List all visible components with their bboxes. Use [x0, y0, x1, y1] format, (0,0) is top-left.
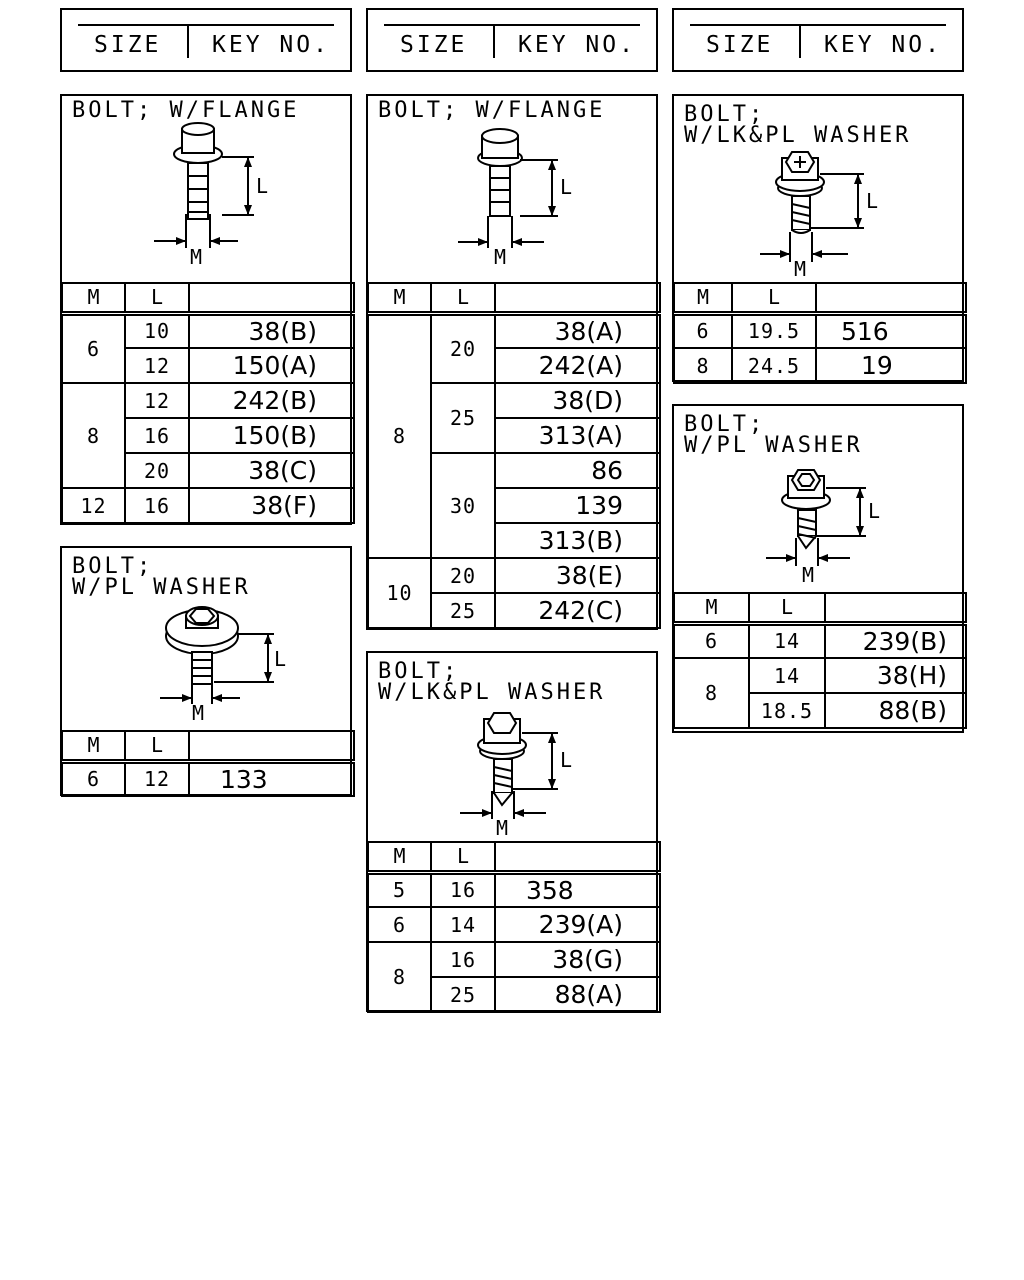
col-m-header: M — [674, 283, 732, 313]
l-cell: 12 — [125, 348, 189, 383]
key-cell: 313(A) — [495, 418, 660, 453]
panel-title: BOLT; W/LK&PL WASHER — [378, 659, 606, 705]
key-cell: 88(B) — [825, 693, 966, 728]
key-cell: 38(A) — [495, 313, 660, 348]
col-key-header — [825, 593, 966, 623]
col-m-header: M — [368, 283, 431, 313]
col-m-header: M — [62, 283, 125, 313]
l-cell: 24.5 — [732, 348, 816, 383]
key-cell: 88(A) — [495, 977, 660, 1012]
l-cell: 20 — [431, 313, 495, 383]
l-cell: 20 — [125, 453, 189, 488]
fig-m-label: M — [190, 245, 203, 269]
fig-l-label: L — [560, 175, 573, 199]
col-key-header — [816, 283, 966, 313]
fig-l-label: L — [274, 647, 287, 671]
l-cell: 19.5 — [732, 313, 816, 348]
pl-washer-bolt-figure — [674, 406, 962, 596]
panel-title: BOLT; W/FLANGE — [378, 98, 606, 123]
l-cell: 12 — [125, 761, 189, 796]
size-key-header-3 — [672, 8, 964, 72]
key-cell: 133 — [189, 761, 354, 796]
panel-title: BOLT; W/PL WASHER — [72, 554, 251, 600]
m-cell: 5 — [368, 872, 431, 907]
header-divider — [187, 26, 189, 58]
m-cell: 6 — [62, 313, 125, 383]
fig-m-label: M — [192, 701, 205, 725]
l-cell: 10 — [125, 313, 189, 348]
fig-m-label: M — [802, 563, 815, 587]
l-cell: 25 — [431, 977, 495, 1012]
col-l-header: L — [749, 593, 825, 623]
col-key-header — [189, 283, 354, 313]
key-cell: 242(C) — [495, 593, 660, 628]
l-cell: 20 — [431, 558, 495, 593]
l-cell: 12 — [125, 383, 189, 418]
header-rule — [78, 24, 334, 26]
m-cell: 6 — [62, 761, 125, 796]
header-rule — [384, 24, 640, 26]
key-cell: 19 — [816, 348, 966, 383]
fig-m-label: M — [494, 245, 507, 269]
key-cell: 38(C) — [189, 453, 354, 488]
m-cell: 12 — [62, 488, 125, 523]
l-cell: 16 — [125, 418, 189, 453]
m-cell: 6 — [368, 907, 431, 942]
size-label: SIZE — [94, 32, 162, 58]
panel-title: BOLT; W/LK&PL WASHER — [684, 102, 912, 148]
m-cell: 8 — [368, 942, 431, 1012]
l-cell: 14 — [431, 907, 495, 942]
key-cell: 358 — [495, 872, 660, 907]
size-table — [673, 282, 967, 384]
fig-m-label: M — [496, 816, 509, 840]
panel-bolt-pl-washer-1 — [60, 546, 352, 796]
col-l-header: L — [125, 283, 189, 313]
fig-l-label: L — [866, 189, 879, 213]
key-cell: 516 — [816, 313, 966, 348]
key-no-label: KEY NO. — [212, 32, 330, 58]
fig-l-label: L — [256, 174, 269, 198]
key-cell: 38(D) — [495, 383, 660, 418]
m-cell: 6 — [674, 623, 749, 658]
key-no-label: KEY NO. — [518, 32, 636, 58]
header-divider — [493, 26, 495, 58]
col-m-header: M — [674, 593, 749, 623]
panel-bolt-lk-pl-washer-1 — [366, 651, 658, 1012]
l-cell: 16 — [125, 488, 189, 523]
fig-l-label: L — [868, 499, 881, 523]
col-key-header — [189, 731, 354, 761]
m-cell: 6 — [674, 313, 732, 348]
key-cell: 38(B) — [189, 313, 354, 348]
l-cell: 25 — [431, 383, 495, 453]
pl-washer-bolt-figure — [62, 548, 350, 730]
panel-bolt-flange-2 — [366, 94, 658, 630]
m-cell: 8 — [368, 313, 431, 558]
size-table — [367, 282, 661, 629]
panel-title: BOLT; W/FLANGE — [72, 98, 300, 123]
key-cell: 239(A) — [495, 907, 660, 942]
key-cell: 242(A) — [495, 348, 660, 383]
l-cell: 16 — [431, 872, 495, 907]
flange-bolt-figure — [368, 96, 656, 282]
panel-bolt-flange-1 — [60, 94, 352, 525]
key-no-label: KEY NO. — [824, 32, 942, 58]
header-divider — [799, 26, 801, 58]
key-cell: 86 — [495, 453, 660, 488]
key-cell: 239(B) — [825, 623, 966, 658]
size-label: SIZE — [706, 32, 774, 58]
fig-m-label: M — [794, 257, 807, 281]
size-table — [673, 592, 967, 729]
flange-bolt-figure — [62, 96, 350, 282]
panel-bolt-lk-pl-washer-2 — [672, 94, 964, 382]
size-key-header-2 — [366, 8, 658, 72]
key-cell: 38(E) — [495, 558, 660, 593]
col-key-header — [495, 283, 660, 313]
key-cell: 150(A) — [189, 348, 354, 383]
size-table — [61, 730, 355, 797]
m-cell: 8 — [674, 658, 749, 728]
key-cell: 38(F) — [189, 488, 354, 523]
l-cell: 14 — [749, 658, 825, 693]
col-m-header: M — [368, 842, 431, 872]
col-l-header: L — [125, 731, 189, 761]
l-cell: 30 — [431, 453, 495, 558]
size-table — [61, 282, 355, 524]
size-label: SIZE — [400, 32, 468, 58]
key-cell: 242(B) — [189, 383, 354, 418]
lk-pl-washer-bolt-figure — [674, 96, 962, 282]
l-cell: 14 — [749, 623, 825, 658]
l-cell: 18.5 — [749, 693, 825, 728]
key-cell: 38(G) — [495, 942, 660, 977]
fig-l-label: L — [560, 748, 573, 772]
m-cell: 8 — [674, 348, 732, 383]
col-key-header — [495, 842, 660, 872]
lk-pl-washer-bolt-figure — [368, 653, 656, 841]
size-key-header-1 — [60, 8, 352, 72]
l-cell: 25 — [431, 593, 495, 628]
col-l-header: L — [431, 842, 495, 872]
size-table — [367, 841, 661, 1013]
m-cell: 10 — [368, 558, 431, 628]
key-cell: 313(B) — [495, 523, 660, 558]
col-l-header: L — [732, 283, 816, 313]
col-m-header: M — [62, 731, 125, 761]
key-cell: 150(B) — [189, 418, 354, 453]
m-cell: 8 — [62, 383, 125, 488]
col-l-header: L — [431, 283, 495, 313]
l-cell: 16 — [431, 942, 495, 977]
key-cell: 139 — [495, 488, 660, 523]
panel-bolt-pl-washer-2 — [672, 404, 964, 733]
panel-title: BOLT; W/PL WASHER — [684, 412, 863, 458]
header-rule — [690, 24, 946, 26]
key-cell: 38(H) — [825, 658, 966, 693]
